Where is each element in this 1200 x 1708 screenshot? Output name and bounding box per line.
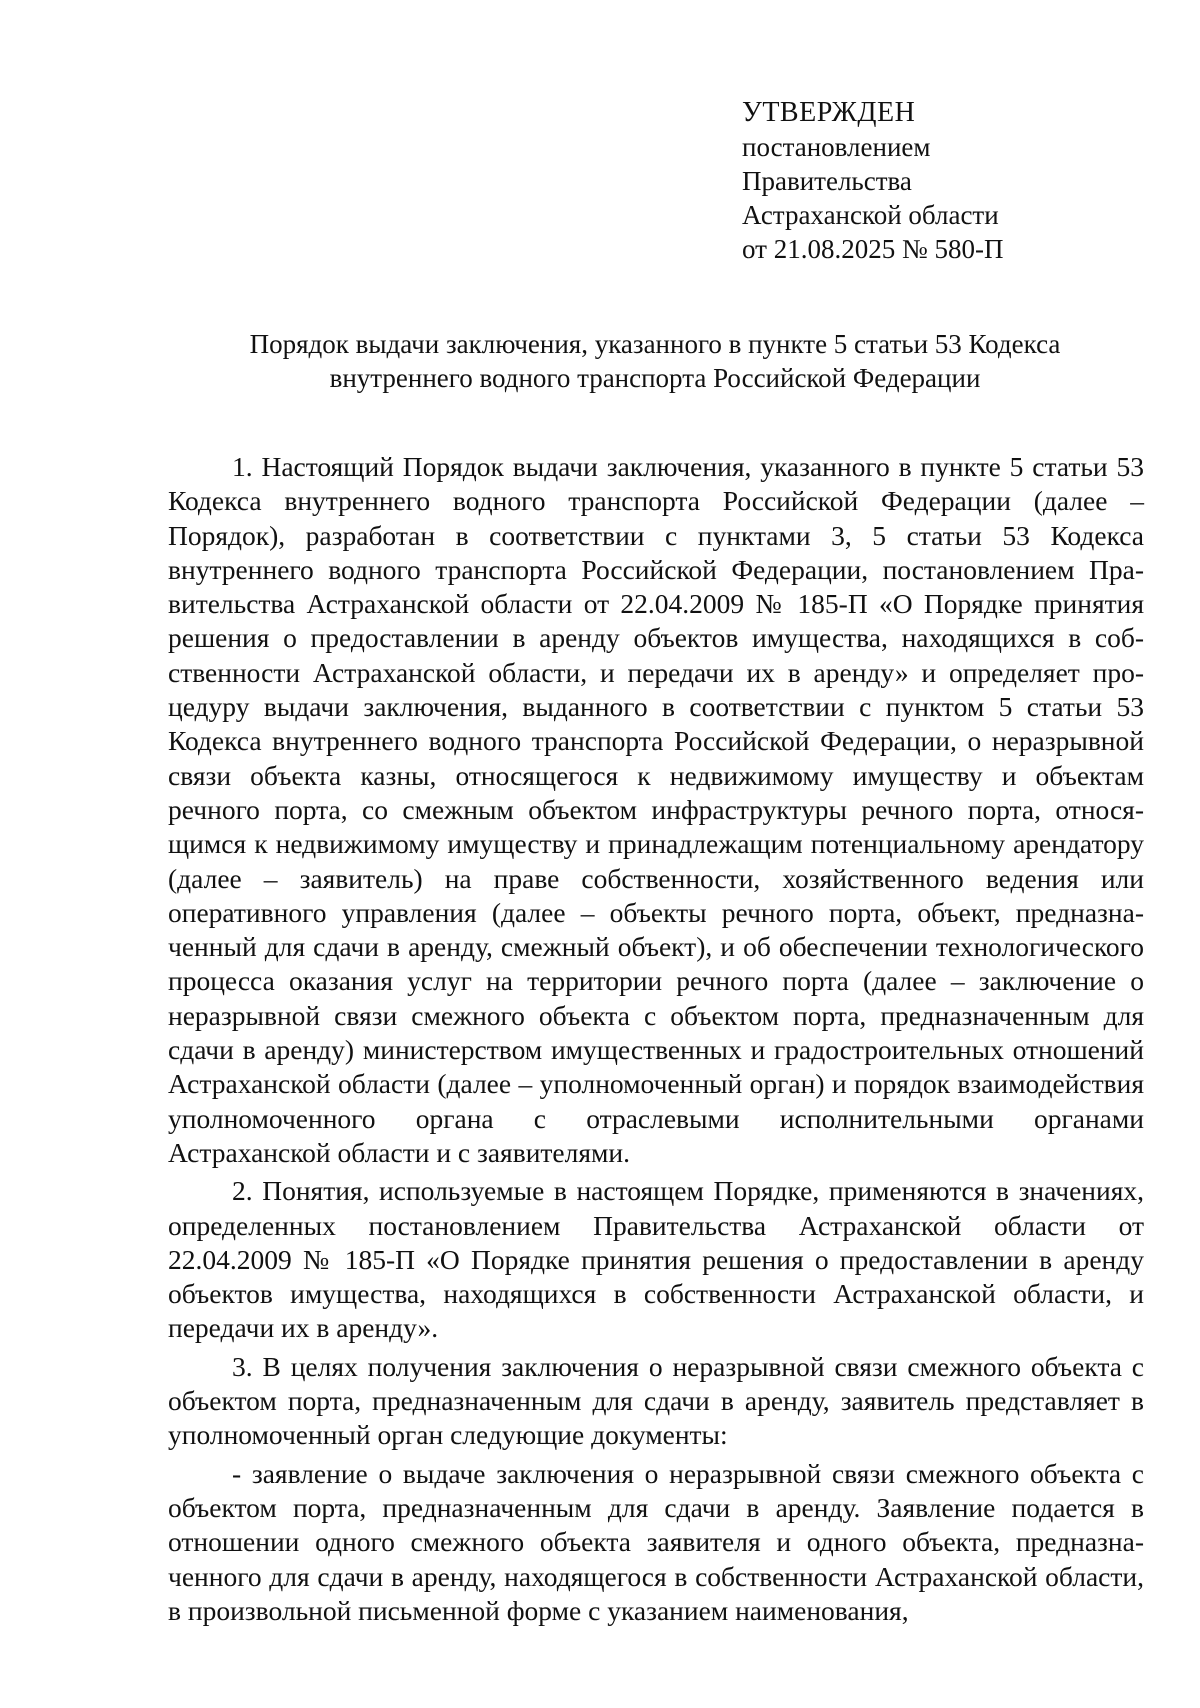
document-title <box>165 327 1145 395</box>
approval-title: УТВЕРЖДЕН <box>742 97 916 128</box>
paragraph-3: 3. В целях получения заключения о неразрывной связи смежного объекта с объектом порта, предназначенным для сдачи в аренду, заявитель представляет в уполномоченный орган следующие документы: <box>168 1350 1144 1451</box>
approval-line: постановлением <box>742 132 931 162</box>
approval-stamp <box>742 96 1162 266</box>
approval-line: Правительства <box>742 166 912 196</box>
paragraph-1: 1. Настоящий Порядок выдачи заключения, указанного в пункте 5 статьи 53 Кодекса внутреннего водного транспорта Российской Федерации (далее – Порядок), разработан в соответствии с пунктами 3, 5 статьи 53 Кодекса внутреннего водного транспорта Российской Федерации, постановлением Правительства Астраханской области от 22.04.2009 № 185-П «О Порядке принятия решения о предоставлении в аренду объектов имущества, находящихся в собственности Астраханской области, и передачи их в аренду» и определяет процедуру выдачи заключения, выданного в соответствии с пунктом 5 статьи 53 Кодекса внутреннего водного транспорта Российской Федерации, о неразрывной связи объекта казны, относящегося к недвижимому имуществу и объектам речного порта, со смежным объектом инфраструктуры речного порта, относящимся к недвижимому имуществу и принадлежащим потенциальному арендатору (далее – заявитель) на праве собственности, хозяйственного ведения или оперативного управления (далее – объекты речного порта, объект, предназначенный для сдачи в аренду, смежный объект), и об обеспечении технологического процесса оказания услуг на территории речного порта (далее – заключение о неразрывной связи смежного объекта с объектом порта, предназначенным для сдачи в аренду) министерством имущественных и градостроительных отношений Астраханской области (далее – уполномоченный орган) и порядок взаимодействия уполномоченного органа с отраслевыми исполнительными органами Астраханской области и с заявителями. <box>168 451 1144 1168</box>
approval-date-number: от 21.08.2025 № 580-П <box>742 234 1004 264</box>
document-body <box>168 450 1144 1628</box>
document-title-line: Порядок выдачи заключения, указанного в пункте 5 статьи 53 Кодекса <box>249 329 1061 359</box>
document-title-line: внутреннего водного транспорта Российской Федерации <box>329 363 981 393</box>
approval-line: Астраханской области <box>742 200 999 230</box>
paragraph-2: 2. Понятия, используемые в настоящем Порядке, применяются в значениях, определенных постановлением Правительства Астраханской области от 22.04.2009 № 185-П «О Порядке принятия решения о предоставлении в аренду объектов имущества, находящихся в собственности Астраханской области, и передачи их в аренду». <box>168 1175 1144 1344</box>
paragraph-3-item: - заявление о выдаче заключения о неразрывной связи смежного объекта с объектом порта, предназначенным для сдачи в аренду. Заявление подается в отношении одного смежного объекта заявителя и одного объекта, предназначенного для сдачи в аренду, находящегося в собственности Астраханской области, в произвольной письменной форме с указанием наименования, <box>168 1457 1144 1626</box>
